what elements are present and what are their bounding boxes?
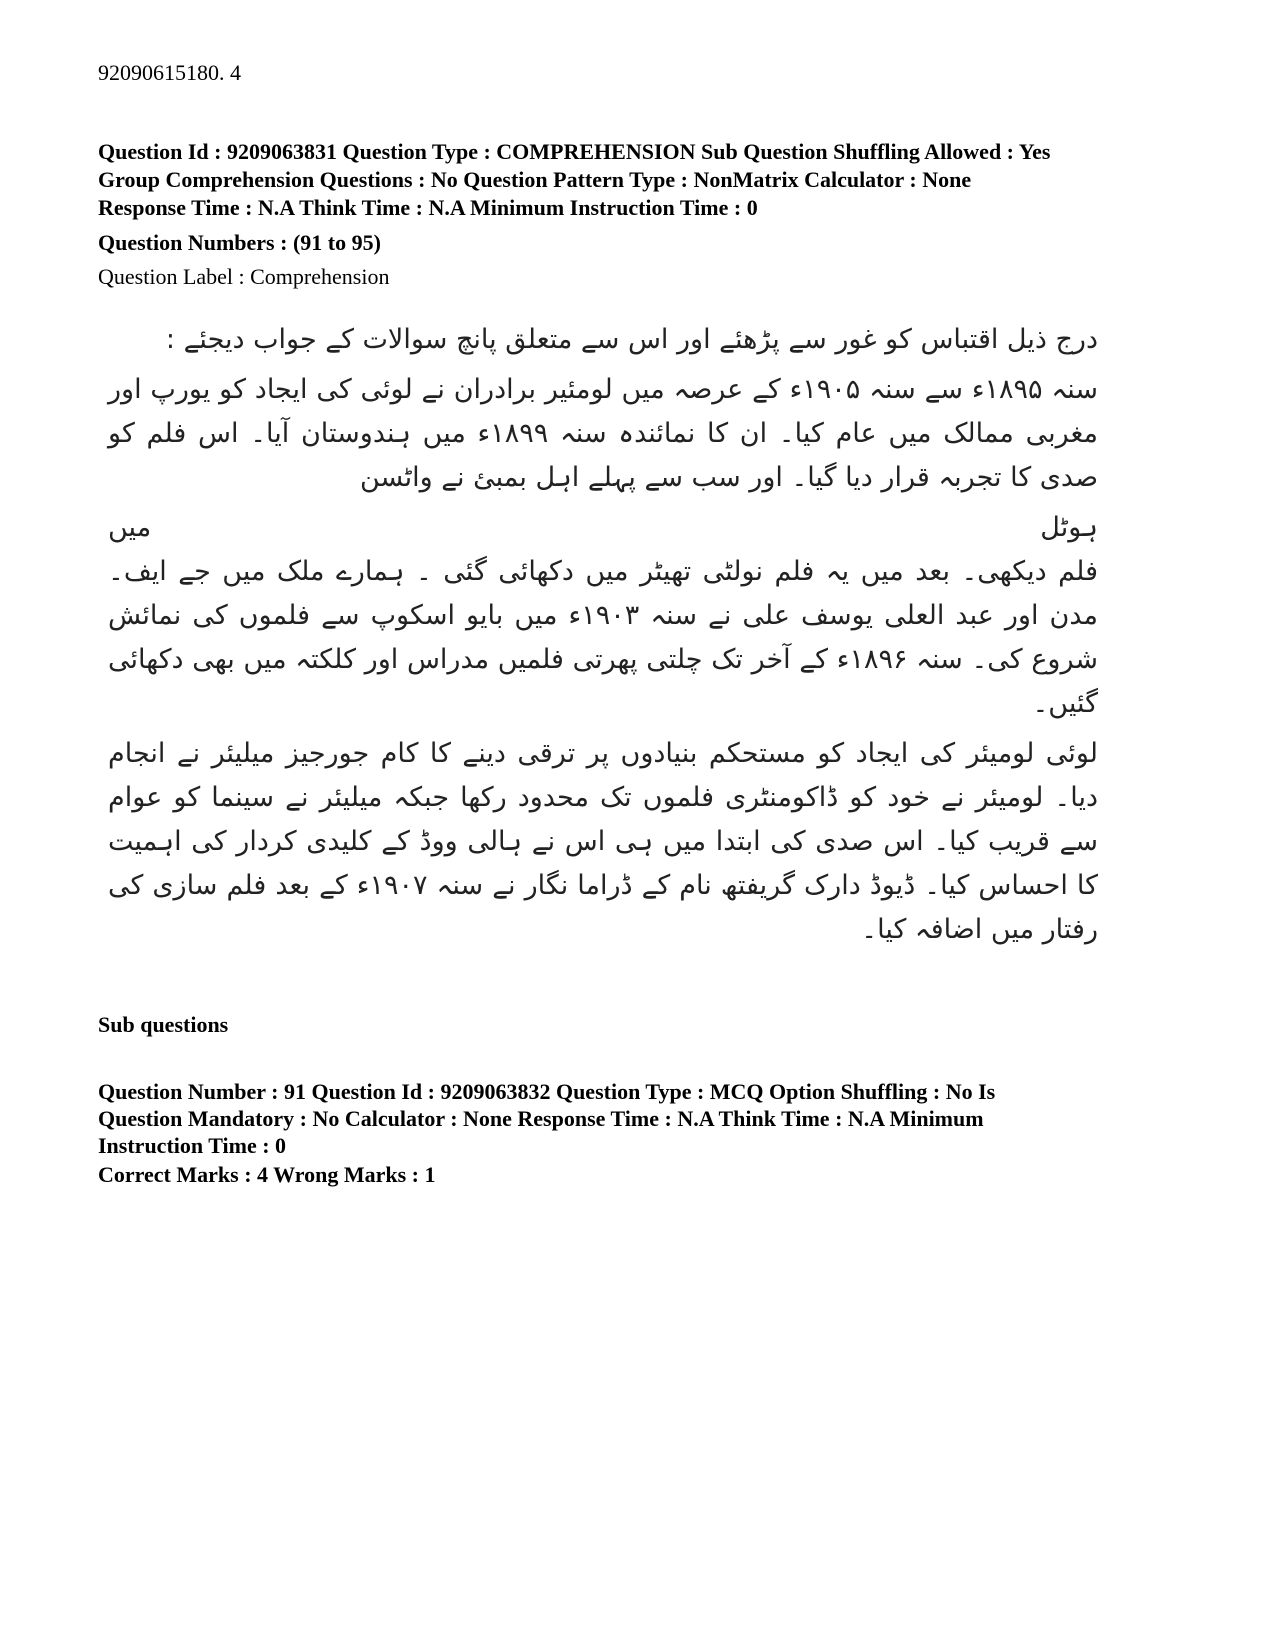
passage-instruction: درج ذیل اقتباس کو غور سے پڑھئے اور اس سے متعلق پانچ سوالات کے جواب دیجئے : <box>165 324 1098 355</box>
metadata-line: Question Id : 9209063831 Question Type : COMPREHENSION Sub Question Shuffling Allowed : Yes <box>98 139 1051 164</box>
question-metadata <box>98 138 1198 222</box>
metadata-line: Instruction Time : 0 <box>98 1133 287 1158</box>
passage-paragraph-1a: سنہ ۱۸۹۵ء سے سنہ ۱۹۰۵ء کے عرصہ میں لومئیر برادران نے لوئی کی ایجاد کو یورپ اور مغربی ممالک میں عام کیا۔ ان کا نمائندہ سنہ ۱۸۹۹ء میں ہندوستان آیا۔ اس فلم کو صدی کا تجربہ قرار دیا گیا۔ اور سب سے پہلے اہل بمبئ نے واٹسن <box>108 374 1098 493</box>
question-numbers: Question Numbers : (91 to 95) <box>98 230 381 255</box>
sub-questions-heading: Sub questions <box>98 1012 229 1037</box>
marks-info: Correct Marks : 4 Wrong Marks : 1 <box>98 1162 436 1187</box>
passage-paragraph-1b: فلم دیکھی۔ بعد میں یہ فلم نولٹی تھیٹر میں دکھائی گئی ۔ ہمارے ملک میں جے ایف۔ مدن اور عبد العلی یوسف علی نے سنہ ۱۹۰۳ء میں بایو اسکوپ سے فلموں کی نمائش شروع کی۔ سنہ ۱۸۹۶ء کے آخر تک چلتی پھرتی فلمیں مدراس اور کلکتہ میں بھی دکھائی گئیں۔ <box>108 556 1098 719</box>
passage-word-mein: میں <box>108 512 152 543</box>
metadata-line: Question Number : 91 Question Id : 9209063832 Question Type : MCQ Option Shuffling : No Is <box>98 1079 996 1104</box>
passage-paragraph-2: لوئی لومیئر کی ایجاد کو مستحکم بنیادوں پر ترقی دینے کا کام جورجیز میلیئر نے انجام دیا۔ لومیئر نے خود کو ڈاکومنٹری فلموں تک محدود رکھا جبکہ میلیئر نے سینما کو عوام سے قریب کیا۔ اس صدی کی ابتدا میں ہی اس نے ہالی ووڈ کے کلیدی کردار کی اہمیت کا احساس کیا۔ ڈیوڈ دارک گریفتھ نام کے ڈراما نگار نے سنہ ۱۹۰۷ء کے بعد فلم سازی کی رفتار میں اضافہ کیا۔ <box>108 738 1098 945</box>
sub-question-metadata <box>98 1078 1178 1159</box>
passage-hotel-line <box>108 506 1098 550</box>
metadata-line: Group Comprehension Questions : No Question Pattern Type : NonMatrix Calculator : None <box>98 167 972 192</box>
document-id: 92090615180. 4 <box>98 60 241 85</box>
passage-word-hotel: ہوٹل <box>1040 512 1098 543</box>
metadata-line: Response Time : N.A Think Time : N.A Minimum Instruction Time : 0 <box>98 195 758 220</box>
question-label: Question Label : Comprehension <box>98 264 390 289</box>
urdu-comprehension-passage <box>108 318 1098 958</box>
metadata-line: Question Mandatory : No Calculator : None Response Time : N.A Think Time : N.A Minimum <box>98 1106 984 1131</box>
